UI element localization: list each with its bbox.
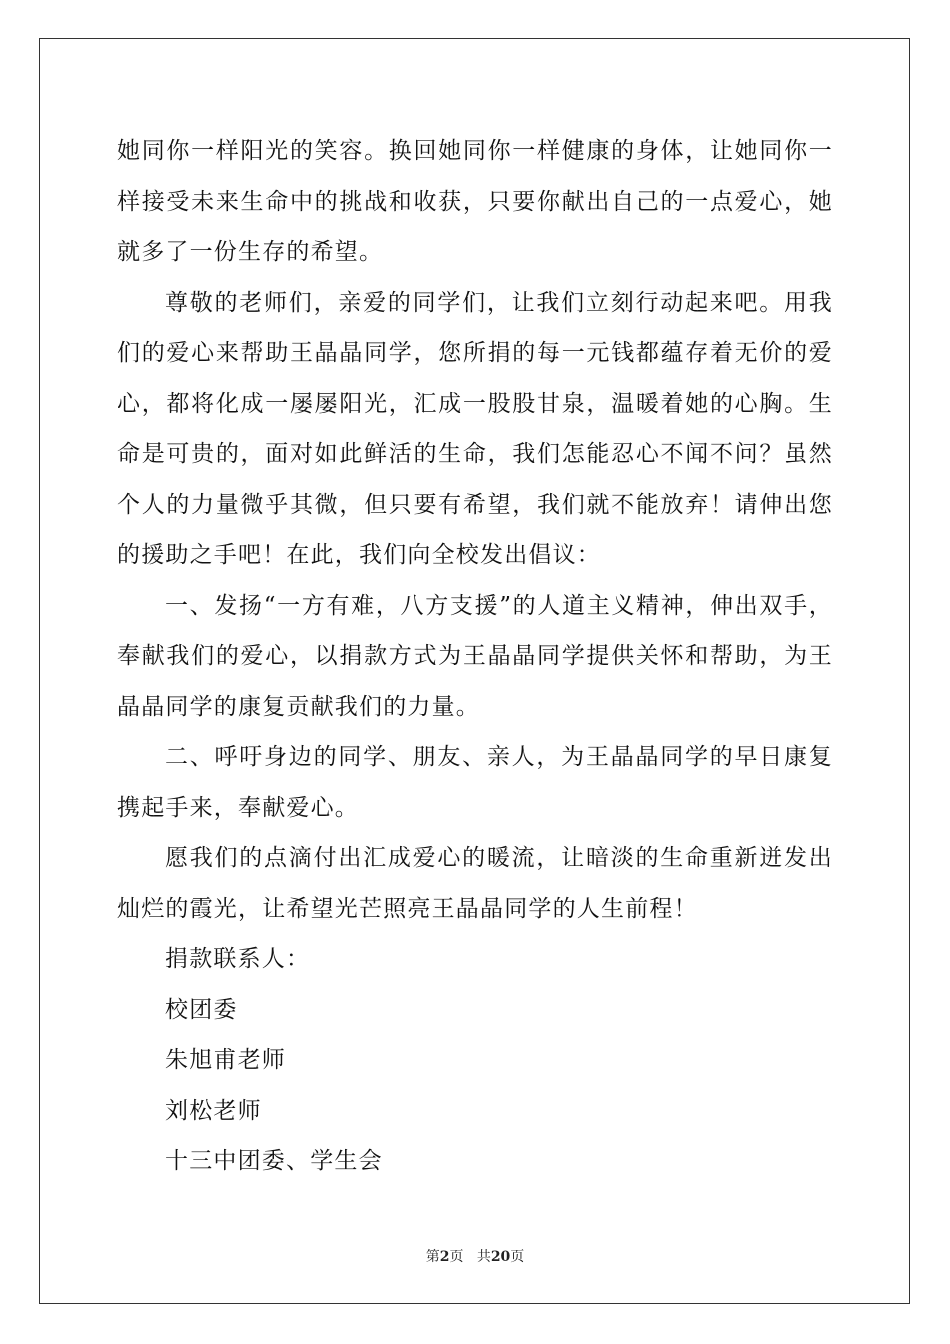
paragraph-proposal-one: 一、发扬“一方有难，八方支援”的人道主义精神，伸出双手，奉献我们的爱心，以捐款方式为王晶晶同学提供关怀和帮助，为王晶晶同学的康复贡献我们的力量。	[117, 592, 833, 720]
contact-item: 十三中团委、学生会	[165, 1148, 383, 1174]
contact-heading: 捐款联系人：	[165, 946, 311, 972]
page-footer	[0, 1246, 950, 1266]
contact-item: 校团委	[165, 996, 238, 1023]
document-body	[117, 126, 833, 1187]
footer-total-suffix: 页	[510, 1249, 525, 1265]
paragraph-proposal-two: 二、呼吁身边的同学、朋友、亲人，为王晶晶同学的早日康复携起手来，奉献爱心。	[117, 744, 833, 821]
contact-item: 朱旭甫老师	[165, 1047, 286, 1073]
footer-page-suffix: 页	[449, 1249, 464, 1265]
paragraph-appeal: 尊敬的老师们，亲爱的同学们，让我们立刻行动起来吧。用我们的爱心来帮助王晶晶同学，您所捐的每一元钱都蕴存着无价的爱心，都将化成一屡屡阳光，汇成一股股甘泉，温暖着她的心胸。生命是可贵的，面对如此鲜活的生命，我们怎能忍心不闻不问？虽然个人的力量微乎其微，但只要有希望，我们就不能放弃！请伸出您的援助之手吧！在此，我们向全校发出倡议：	[117, 289, 833, 568]
paragraph-continuation: 她同你一样阳光的笑容。换回她同你一样健康的身体，让她同你一样接受未来生命中的挑战和收获，只要你献出自己的一点爱心，她就多了一份生存的希望。	[117, 138, 833, 265]
footer-total-prefix: 共	[476, 1249, 491, 1265]
contact-item: 刘松老师	[165, 1097, 262, 1124]
footer-page-number: 2	[439, 1249, 450, 1265]
footer-prefix: 第	[425, 1249, 440, 1265]
paragraph-closing: 愿我们的点滴付出汇成爱心的暖流，让暗淡的生命重新迸发出灿烂的霞光，让希望光芒照亮王晶晶同学的人生前程！	[117, 845, 833, 922]
footer-total-pages: 20	[490, 1249, 511, 1265]
